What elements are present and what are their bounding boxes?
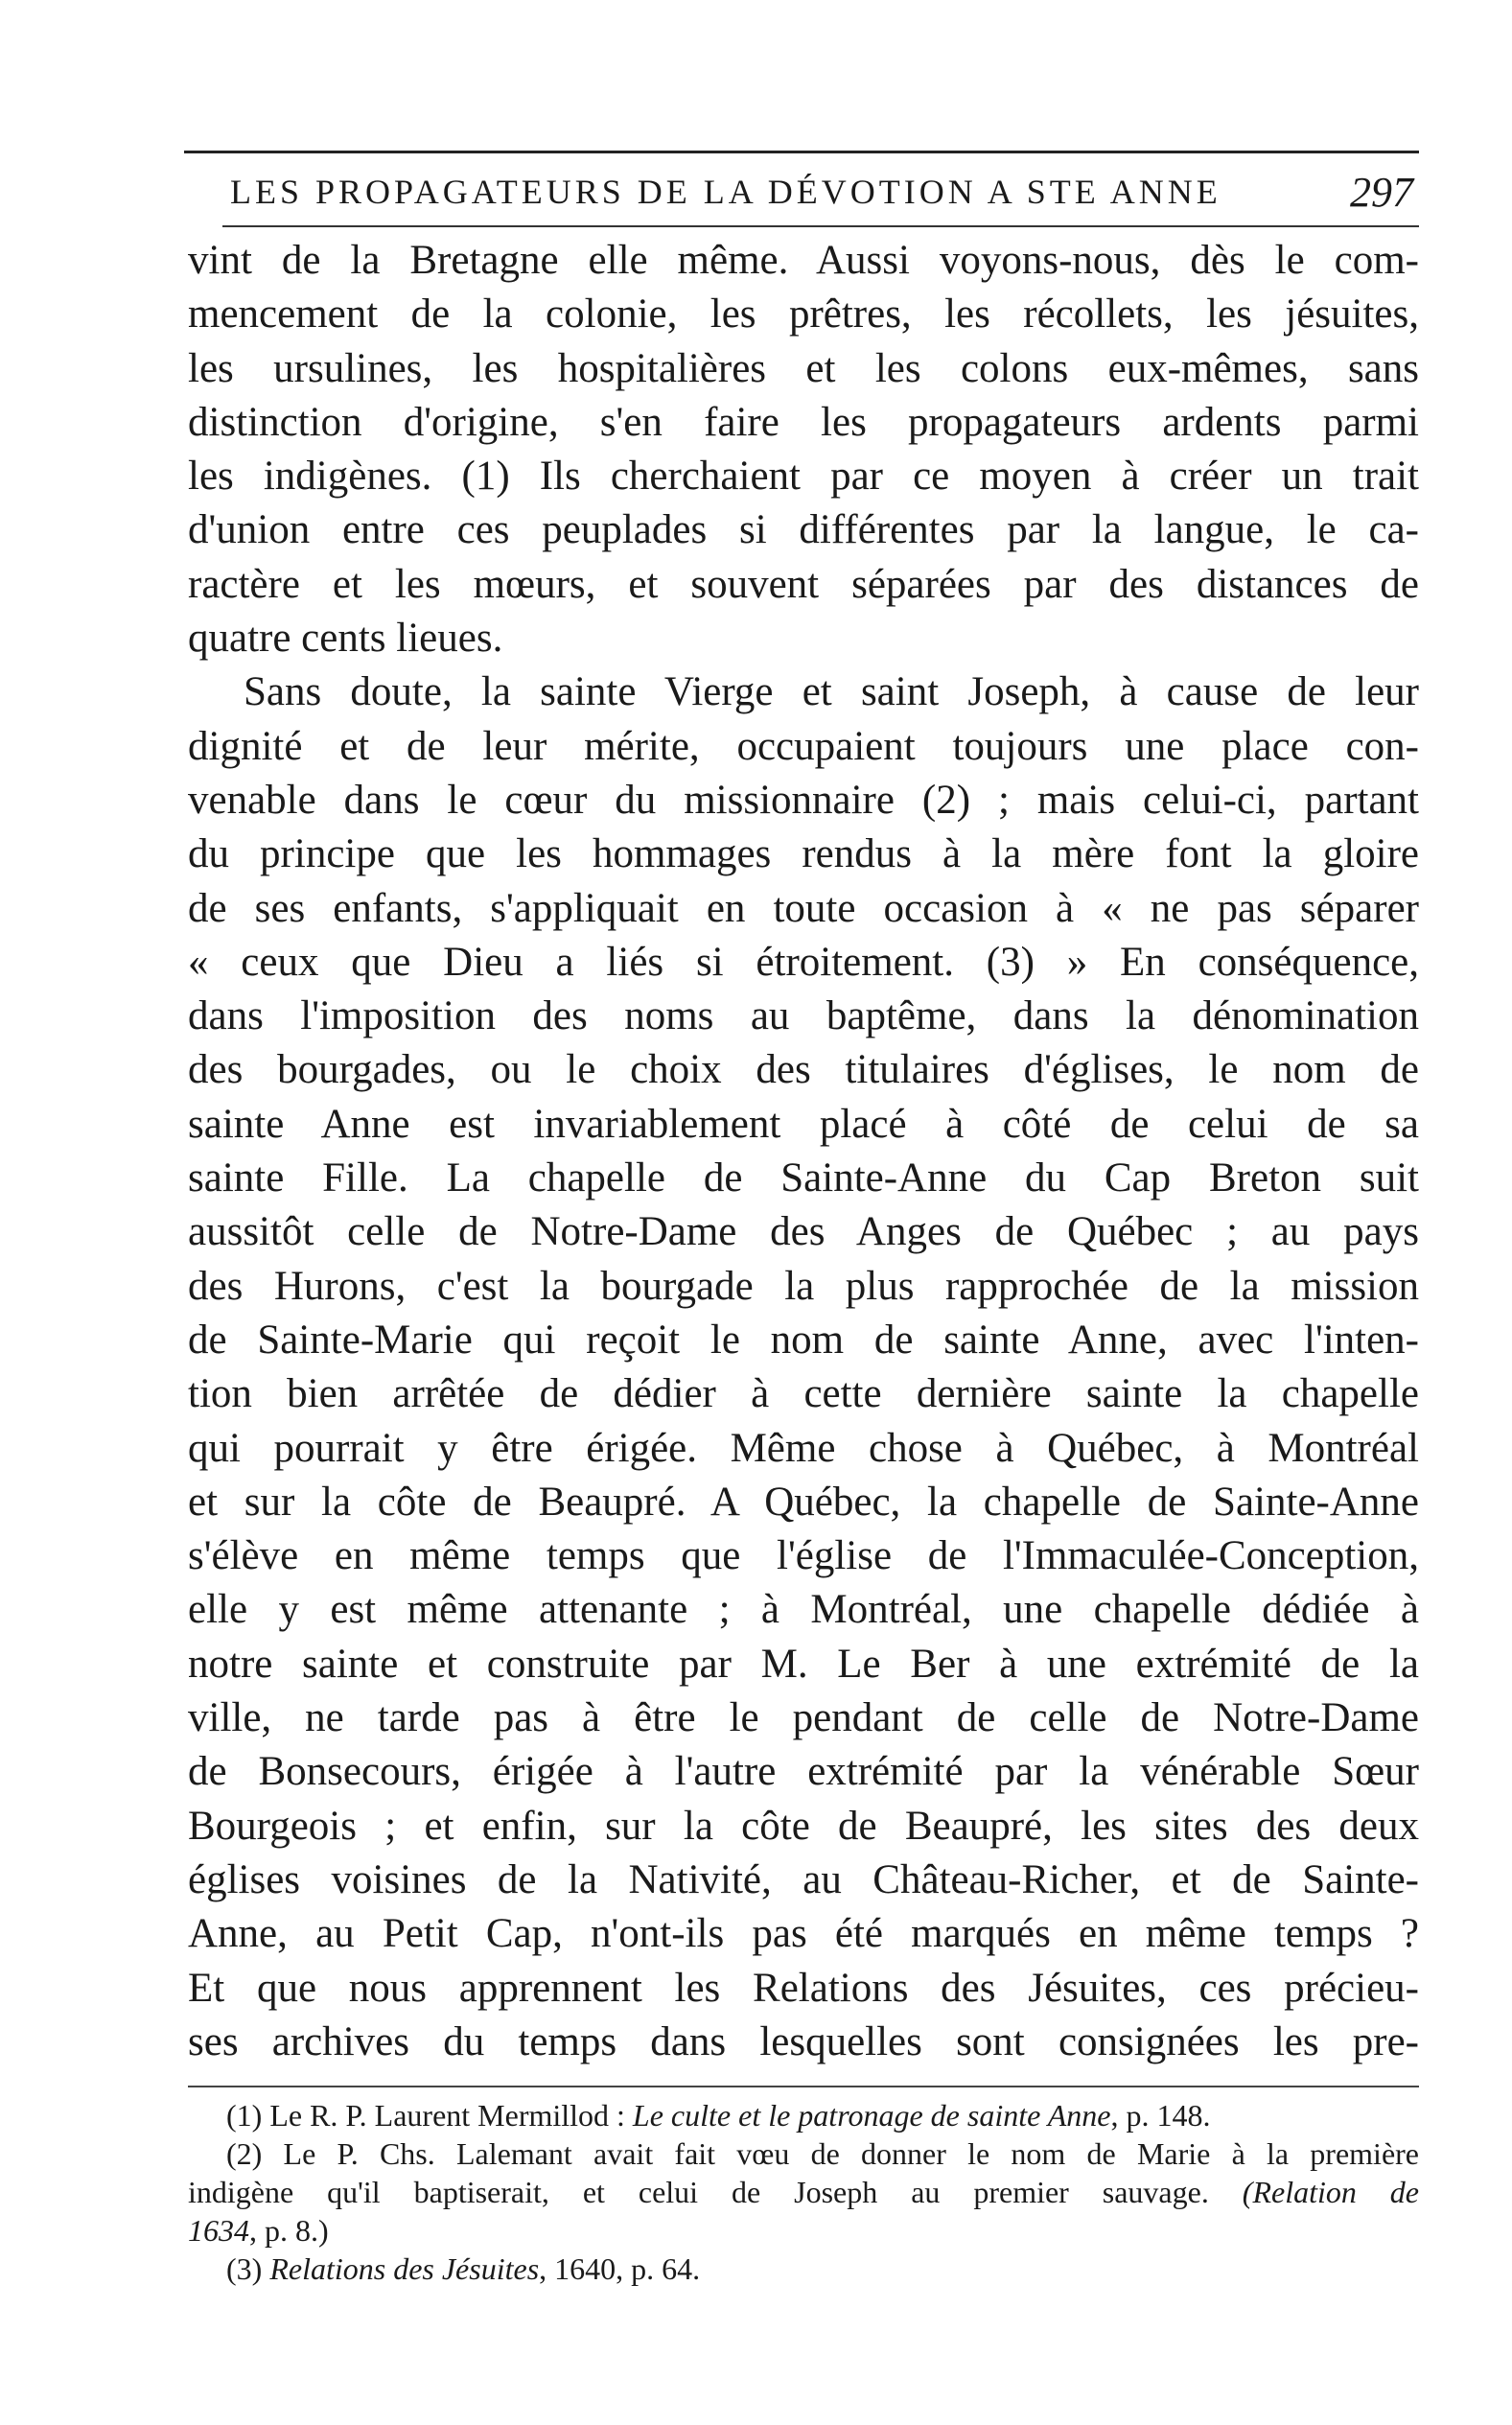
footnote-3-page: , 1640, p. 64. bbox=[539, 2251, 701, 2286]
text-line: venable dans le cœur du missionnaire (2) ; mais celui-ci, partant bbox=[188, 777, 1419, 823]
text-line: qui pourrait y être érigée. Même chose à Québec, à Montréal bbox=[188, 1425, 1419, 1471]
text-line: et sur la côte de Beaupré. A Québec, la chapelle de Sainte-Anne bbox=[188, 1479, 1419, 1525]
footnote-1-page: , p. 148. bbox=[1110, 2098, 1211, 2133]
text-line: sainte Anne est invariablement placé à côté de celui de sa bbox=[188, 1101, 1419, 1147]
top-rule bbox=[184, 151, 1419, 153]
footnote-3-title: Relations des Jésuites bbox=[269, 2251, 540, 2286]
text-line: tion bien arrêtée de dédier à cette dernière sainte la chapelle bbox=[188, 1371, 1419, 1417]
text-line: distinction d'origine, s'en faire les propagateurs ardents parmi bbox=[188, 399, 1419, 445]
text-line: dans l'imposition des noms au baptême, dans la dénomination bbox=[188, 993, 1419, 1039]
text-line: quatre cents lieues. bbox=[188, 616, 503, 662]
footnote-2: (2) Le P. Chs. Lalemant avait fait vœu de donner le nom de Marie à la première bbox=[226, 2136, 1419, 2171]
footnote-2-end bbox=[188, 2211, 1419, 2250]
footnote-2-year: 1634 bbox=[188, 2213, 249, 2248]
text-line: Anne, au Petit Cap, n'ont-ils pas été marqués en même temps ? bbox=[188, 1911, 1419, 1957]
text-line: « ceux que Dieu a liés si étroitement. (3) » En conséquence, bbox=[188, 939, 1419, 985]
text-line: de ses enfants, s'appliquait en toute occasion à « ne pas séparer bbox=[188, 885, 1419, 931]
text-line: dignité et de leur mérite, occupaient toujours une place con- bbox=[188, 723, 1419, 769]
text-line: s'élève en même temps que l'église de l'Immaculée-Conception, bbox=[188, 1533, 1419, 1579]
text-line: ractère et les mœurs, et souvent séparées par des distances de bbox=[188, 561, 1419, 607]
footnote-2-text: indigène qu'il baptiserait, et celui de Joseph au premier sauvage. bbox=[188, 2175, 1243, 2209]
text-line: les indigènes. (1) Ils cherchaient par ce moyen à créer un trait bbox=[188, 454, 1419, 500]
footnote-1-title: Le culte et le patronage de sainte Anne bbox=[632, 2098, 1111, 2133]
footnote-3 bbox=[188, 2250, 1419, 2288]
footnote-1 bbox=[188, 2096, 1419, 2134]
footnote-2-ref: (Relation de bbox=[1242, 2175, 1419, 2209]
footnote-2-page: , p. 8.) bbox=[249, 2213, 329, 2248]
running-header bbox=[192, 163, 1419, 221]
text-line: Sans doute, la sainte Vierge et saint Joseph, à cause de leur bbox=[244, 669, 1419, 715]
text-line: églises voisines de la Nativité, au Château-Richer, et de Sainte- bbox=[188, 1856, 1419, 1902]
text-line: des bourgades, ou le choix des titulaires d'églises, le nom de bbox=[188, 1047, 1419, 1093]
text-line: des Hurons, c'est la bourgade la plus rapprochée de la mission bbox=[188, 1263, 1419, 1309]
footnote-1-text: (1) Le R. P. Laurent Mermillod : bbox=[226, 2098, 633, 2133]
text-line: Et que nous apprennent les Relations des Jésuites, ces précieu- bbox=[188, 1965, 1419, 2011]
page-number: 297 bbox=[1350, 168, 1413, 216]
footnote-rule bbox=[188, 2086, 1419, 2087]
body-text bbox=[188, 234, 1419, 2069]
text-line: les ursulines, les hospitalières et les colons eux-mêmes, sans bbox=[188, 345, 1419, 391]
running-title: LES PROPAGATEURS DE LA DÉVOTION A STE ANNE bbox=[230, 173, 1221, 211]
text-line: du principe que les hommages rendus à la mère font la gloire bbox=[188, 831, 1419, 877]
footnote-3-num: (3) bbox=[226, 2251, 270, 2286]
text-line: sainte Fille. La chapelle de Sainte-Anne du Cap Breton suit bbox=[188, 1155, 1419, 1201]
text-line: aussitôt celle de Notre-Dame des Anges de Québec ; au pays bbox=[188, 1209, 1419, 1255]
text-line: notre sainte et construite par M. Le Ber à une extrémité de la bbox=[188, 1641, 1419, 1687]
footnote-2-cont bbox=[188, 2173, 1419, 2211]
text-line: de Sainte-Marie qui reçoit le nom de sainte Anne, avec l'inten- bbox=[188, 1317, 1419, 1363]
footnotes bbox=[188, 2096, 1419, 2288]
text-line: ville, ne tarde pas à être le pendant de celle de Notre-Dame bbox=[188, 1695, 1419, 1741]
text-line: vint de la Bretagne elle même. Aussi voyons-nous, dès le com- bbox=[188, 238, 1419, 283]
text-line: d'union entre ces peuplades si différentes par la langue, le ca- bbox=[188, 507, 1419, 553]
text-line: ses archives du temps dans lesquelles sont consignées les pre- bbox=[188, 2018, 1419, 2064]
text-line: de Bonsecours, érigée à l'autre extrémité par la vénérable Sœur bbox=[188, 1749, 1419, 1795]
text-line: elle y est même attenante ; à Montréal, une chapelle dédiée à bbox=[188, 1587, 1419, 1633]
header-rule bbox=[222, 225, 1419, 227]
text-line: mencement de la colonie, les prêtres, les récollets, les jésuites, bbox=[188, 291, 1419, 338]
text-line: Bourgeois ; et enfin, sur la côte de Beaupré, les sites des deux bbox=[188, 1803, 1419, 1849]
